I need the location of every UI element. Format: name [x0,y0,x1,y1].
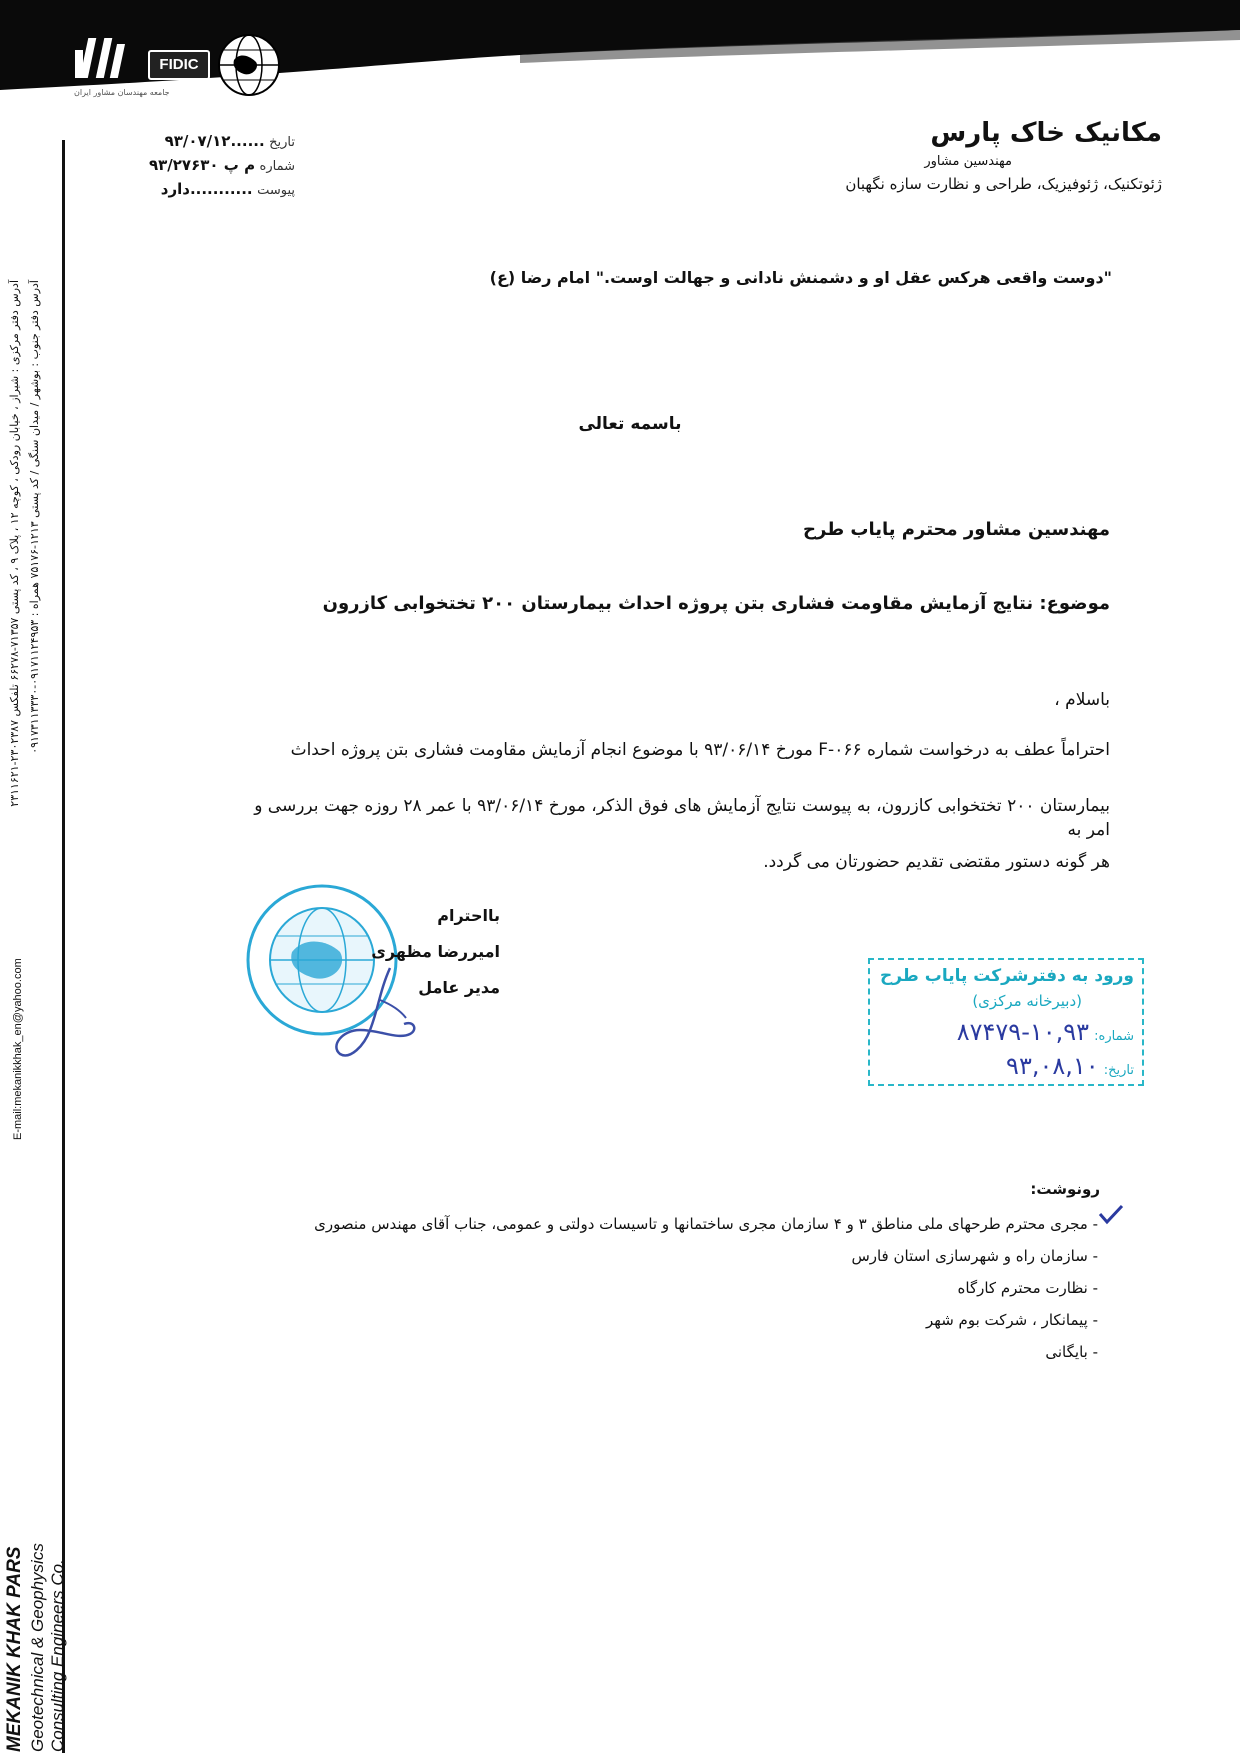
company-header [742,118,1162,193]
company-tagline-en-2: Consulting Engineers Co. [48,1559,67,1752]
address-south-office: آدرس دفتر جنوب : بوشهر / میدان سنگی / کد پستی ۱۲۱۳-۷۵۱۷۶ همراه : ۰۹۱۷۱۱۲۴۹۵۳-۰۹۱۷۳۱۱۳۳۳۰ [28,280,41,754]
stamp-line-1: ورود به دفترشرکت پایاب طرح [879,966,1134,986]
left-strip-rule [62,140,68,1753]
body-line-2: بیمارستان ۲۰۰ تختخوابی کازرون، به پیوست نتایج آزمایش های فوق الذکر، مورخ ۹۳/۰۶/۱۴ با عمر ۲۸ روزه جهت بررسی و امر به [254,796,1110,840]
body-paragraph [250,738,1110,890]
association-caption: جامعه مهندسان مشاور ایران [74,88,170,97]
meta-number-value: م پ ۹۳/۲۷۶۳۰ [148,156,256,174]
meta-number-row [115,156,295,180]
body-line-1: احتراماً عطف به درخواست شماره F-۰۶۶ مورخ ۹۳/۰۶/۱۴ با موضوع انجام آزمایش مقاومت فشاری بتن پروژه احداث [290,740,1110,760]
signature-closing: بااحترام [437,906,500,925]
greeting: باسلام ، [1054,690,1110,710]
stamp-date-value: ۹۳,۰۸,۱۰ [1006,1052,1099,1080]
body-line-3: هر گونه دستور مقتضی تقدیم حضورتان می گردد. [763,852,1110,872]
cc-item: - مجری محترم طرحهای ملی مناطق ۳ و ۴ سازمان مجری ساختمانها و تاسیسات دولتی و عمومی، جناب آقای مهندس منصوری [314,1215,1098,1233]
stamp-number-row [957,1018,1134,1046]
meta-attachment-label: پیوست [257,183,295,198]
letter-meta [115,132,295,204]
company-name: مکانیک خاک پارس [930,118,1162,148]
left-info-strip [0,140,70,1753]
cc-label: رونوشت: [1030,1180,1100,1198]
handwritten-signature [320,960,430,1070]
cc-item: - نظارت محترم کارگاه [957,1279,1098,1297]
cc-item: - پیمانکار ، شرکت بوم شهر [926,1311,1098,1329]
quote: "دوست واقعی هرکس عقل او و دشمنش نادانی و جهالت اوست." امام رضا (ع) [489,268,1112,287]
header-logos [70,10,300,105]
invocation: باسمه تعالی [578,414,682,434]
company-tagline-en-1: Geotechnical & Geophysics [28,1543,47,1752]
fidic-text: FIDIC [159,56,199,73]
stamp-date-label: تاریخ: [1103,1063,1134,1078]
address-central-office: آدرس دفتر مرکزی : شیراز ، خیابان رودکی ، کوچه ۱۲ ، پلاک ۹ ، کد پستی ۷۱۳۵۷-۶۶۲۷۸ تلفکس ۲۳۰۲۳۸۷-۲۳۱۱۶۲۱ [8,280,21,807]
signatory-name: امیررضا مظهری [371,942,500,961]
consulting-association-logo [70,30,140,90]
cc-list [218,1208,1098,1368]
subject: موضوع: نتایج آزمایش مقاومت فشاری بتن پروژه احداث بیمارستان ۲۰۰ تختخوابی کازرون [322,593,1110,614]
meta-date-value: ......۹۳/۰۷/۱۲ [164,132,265,150]
stamp-number-value: ۱۰,۹۳-۸۷۴۷۹ [956,1018,1090,1046]
meta-attachment-value: ...........دارد [160,180,253,198]
company-services: ژئوتکنیک، ژئوفیزیک، طراحی و نظارت سازه نگهبان [845,175,1162,193]
meta-attachment-row [115,180,295,204]
fidic-logo [148,50,210,80]
company-subtitle: مهندسین مشاور [924,154,1012,169]
stamp-line-2: (دبیرخانه مرکزی) [972,992,1082,1010]
stamp-number-label: شماره: [1094,1029,1134,1044]
recipient: مهندسین مشاور محترم پایاب طرح [803,519,1110,540]
meta-date-row [115,132,295,156]
meta-date-label: تاریخ [269,135,295,150]
checkmark-icon [1098,1204,1124,1226]
stamp-date-row [1006,1052,1134,1080]
cc-item: - بایگانی [1045,1343,1098,1361]
receipt-stamp [868,958,1144,1086]
cc-item: - سازمان راه و شهرسازی استان فارس [851,1247,1098,1265]
company-name-en: MEKANIK KHAK PARS [4,1546,25,1752]
signatory-title: مدیر عامل [418,978,500,997]
company-email: E-mail:mekanikkhak_en@yahoo.com [12,958,24,1140]
meta-number-label: شماره [259,159,295,174]
globe-logo [216,32,282,98]
